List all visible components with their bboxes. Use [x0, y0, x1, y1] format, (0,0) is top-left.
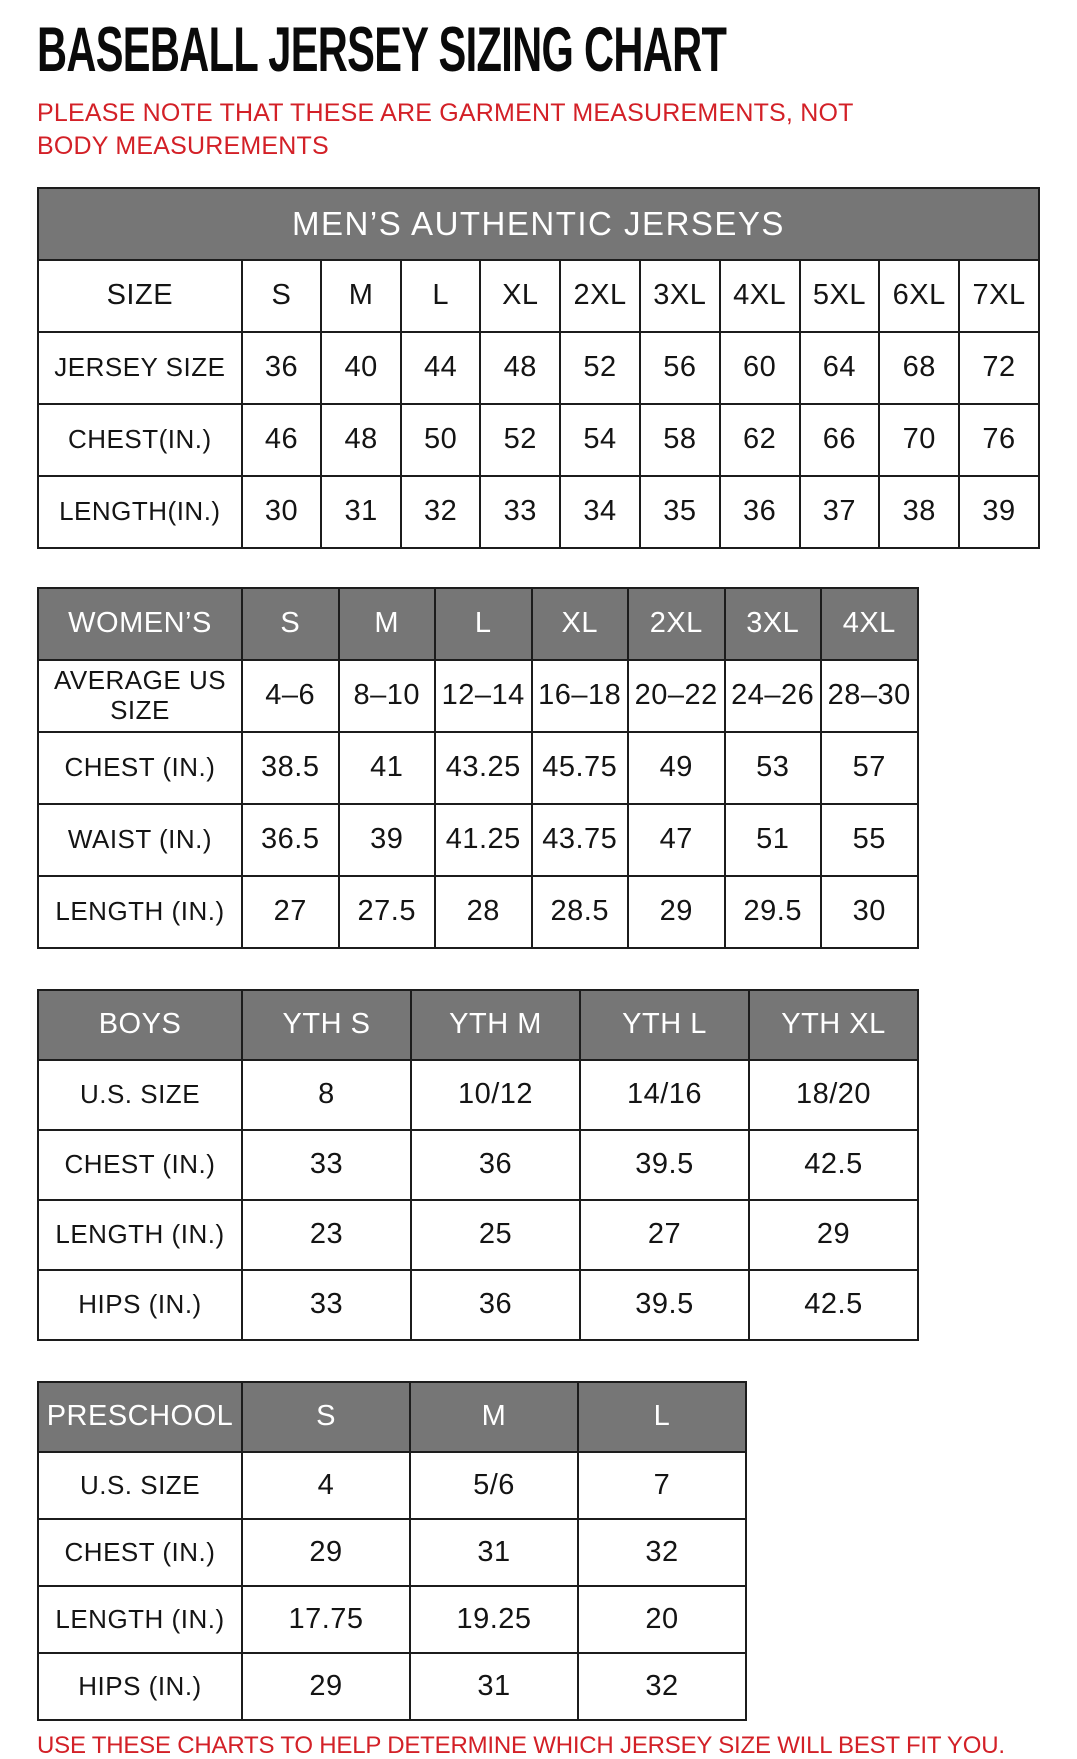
preschool-header-m: M — [410, 1382, 578, 1452]
mens-header-l: L — [401, 260, 481, 332]
value-cell: 36 — [411, 1270, 580, 1340]
value-cell: 41.25 — [435, 804, 532, 876]
mens-header-s: S — [242, 260, 322, 332]
mens-header-6xl: 6XL — [879, 260, 959, 332]
page-title: BASEBALL JERSEY SIZING CHART — [37, 15, 727, 85]
womens-table-section — [37, 587, 1040, 949]
value-cell: 70 — [879, 404, 959, 476]
value-cell: 54 — [560, 404, 640, 476]
value-cell: 47 — [628, 804, 725, 876]
value-cell: 31 — [410, 1519, 578, 1586]
value-cell: 41 — [339, 732, 436, 804]
preschool-header-row — [38, 1382, 746, 1452]
value-cell: 20–22 — [628, 660, 725, 732]
row-label: CHEST (IN.) — [38, 1130, 242, 1200]
value-cell: 28.5 — [532, 876, 629, 948]
value-cell: 12–14 — [435, 660, 532, 732]
value-cell: 36 — [411, 1130, 580, 1200]
value-cell: 39.5 — [580, 1130, 749, 1200]
value-cell: 60 — [720, 332, 800, 404]
value-cell: 28–30 — [821, 660, 918, 732]
value-cell: 37 — [800, 476, 880, 548]
value-cell: 23 — [242, 1200, 411, 1270]
row-label: LENGTH (IN.) — [38, 1200, 242, 1270]
value-cell: 58 — [640, 404, 720, 476]
value-cell: 44 — [401, 332, 481, 404]
boys-header-row — [38, 990, 918, 1060]
value-cell: 34 — [560, 476, 640, 548]
preschool-row-u-s-size — [38, 1452, 746, 1519]
mens-banner: MEN’S AUTHENTIC JERSEYS — [38, 188, 1039, 260]
womens-header-xl: XL — [532, 588, 629, 660]
mens-row-length-in — [38, 476, 1039, 548]
garment-measurements-note: PLEASE NOTE THAT THESE ARE GARMENT MEASUREMENTS, NOT BODY MEASUREMENTS — [37, 98, 854, 160]
womens-header-l: L — [435, 588, 532, 660]
womens-header-3xl: 3XL — [725, 588, 822, 660]
preschool-row-chest-in — [38, 1519, 746, 1586]
preschool-header-s: S — [242, 1382, 410, 1452]
value-cell: 33 — [242, 1130, 411, 1200]
value-cell: 48 — [480, 332, 560, 404]
value-cell: 33 — [480, 476, 560, 548]
value-cell: 35 — [640, 476, 720, 548]
value-cell: 36 — [242, 332, 322, 404]
value-cell: 27 — [580, 1200, 749, 1270]
row-label: U.S. SIZE — [38, 1452, 242, 1519]
value-cell: 17.75 — [242, 1586, 410, 1653]
womens-header-4xl: 4XL — [821, 588, 918, 660]
value-cell: 7 — [578, 1452, 746, 1519]
womens-header-title: WOMEN’S — [38, 588, 242, 660]
boys-header-yth-xl: YTH XL — [749, 990, 918, 1060]
womens-header-m: M — [339, 588, 436, 660]
value-cell: 29 — [628, 876, 725, 948]
womens-header-row — [38, 588, 918, 660]
value-cell: 31 — [321, 476, 401, 548]
row-label: CHEST(IN.) — [38, 404, 242, 476]
value-cell: 29 — [749, 1200, 918, 1270]
womens-header-2xl: 2XL — [628, 588, 725, 660]
row-label: LENGTH (IN.) — [38, 1586, 242, 1653]
value-cell: 49 — [628, 732, 725, 804]
womens-row-length-in — [38, 876, 918, 948]
value-cell: 32 — [578, 1653, 746, 1720]
boys-header-title: BOYS — [38, 990, 242, 1060]
mens-header-row — [38, 260, 1039, 332]
preschool-row-hips-in — [38, 1653, 746, 1720]
value-cell: 46 — [242, 404, 322, 476]
value-cell: 43.75 — [532, 804, 629, 876]
value-cell: 4 — [242, 1452, 410, 1519]
mens-header-xl: XL — [480, 260, 560, 332]
value-cell: 31 — [410, 1653, 578, 1720]
value-cell: 45.75 — [532, 732, 629, 804]
womens-row-chest-in — [38, 732, 918, 804]
mens-header-title: SIZE — [38, 260, 242, 332]
row-label: LENGTH (IN.) — [38, 876, 242, 948]
value-cell: 52 — [480, 404, 560, 476]
value-cell: 18/20 — [749, 1060, 918, 1130]
boys-header-yth-l: YTH L — [580, 990, 749, 1060]
value-cell: 55 — [821, 804, 918, 876]
value-cell: 64 — [800, 332, 880, 404]
row-label: LENGTH(IN.) — [38, 476, 242, 548]
value-cell: 32 — [578, 1519, 746, 1586]
value-cell: 30 — [242, 476, 322, 548]
boys-row-u-s-size — [38, 1060, 918, 1130]
mens-row-chest-in — [38, 404, 1039, 476]
value-cell: 5/6 — [410, 1452, 578, 1519]
value-cell: 36 — [720, 476, 800, 548]
value-cell: 28 — [435, 876, 532, 948]
value-cell: 32 — [401, 476, 481, 548]
value-cell: 8–10 — [339, 660, 436, 732]
mens-header-5xl: 5XL — [800, 260, 880, 332]
row-label: JERSEY SIZE — [38, 332, 242, 404]
value-cell: 33 — [242, 1270, 411, 1340]
value-cell: 39 — [339, 804, 436, 876]
value-cell: 29.5 — [725, 876, 822, 948]
mens-header-3xl: 3XL — [640, 260, 720, 332]
value-cell: 72 — [959, 332, 1039, 404]
row-label: CHEST (IN.) — [38, 1519, 242, 1586]
value-cell: 39.5 — [580, 1270, 749, 1340]
value-cell: 43.25 — [435, 732, 532, 804]
value-cell: 66 — [800, 404, 880, 476]
value-cell: 25 — [411, 1200, 580, 1270]
value-cell: 56 — [640, 332, 720, 404]
value-cell: 57 — [821, 732, 918, 804]
womens-header-s: S — [242, 588, 339, 660]
row-label: CHEST (IN.) — [38, 732, 242, 804]
boys-header-yth-s: YTH S — [242, 990, 411, 1060]
row-label: HIPS (IN.) — [38, 1653, 242, 1720]
row-label: HIPS (IN.) — [38, 1270, 242, 1340]
mens-header-2xl: 2XL — [560, 260, 640, 332]
preschool-table-section — [37, 1381, 1040, 1721]
womens-row-average-us-size — [38, 660, 918, 732]
mens-header-4xl: 4XL — [720, 260, 800, 332]
value-cell: 38.5 — [242, 732, 339, 804]
value-cell: 10/12 — [411, 1060, 580, 1130]
row-label: AVERAGE US SIZE — [38, 660, 242, 732]
mens-header-m: M — [321, 260, 401, 332]
row-label: U.S. SIZE — [38, 1060, 242, 1130]
value-cell: 16–18 — [532, 660, 629, 732]
mens-row-jersey-size — [38, 332, 1039, 404]
value-cell: 39 — [959, 476, 1039, 548]
value-cell: 68 — [879, 332, 959, 404]
mens-header-7xl: 7XL — [959, 260, 1039, 332]
mens-table-section — [37, 187, 1040, 549]
value-cell: 30 — [821, 876, 918, 948]
footer-note: USE THESE CHARTS TO HELP DETERMINE WHICH JERSEY SIZE WILL BEST FIT YOU. — [37, 1731, 1005, 1759]
value-cell: 29 — [242, 1519, 410, 1586]
value-cell: 36.5 — [242, 804, 339, 876]
value-cell: 38 — [879, 476, 959, 548]
preschool-header-title: PRESCHOOL — [38, 1382, 242, 1452]
womens-row-waist-in — [38, 804, 918, 876]
value-cell: 40 — [321, 332, 401, 404]
value-cell: 42.5 — [749, 1270, 918, 1340]
boys-row-length-in — [38, 1200, 918, 1270]
value-cell: 8 — [242, 1060, 411, 1130]
row-label: WAIST (IN.) — [38, 804, 242, 876]
preschool-row-length-in — [38, 1586, 746, 1653]
value-cell: 51 — [725, 804, 822, 876]
womens-sizing-table — [37, 587, 919, 949]
value-cell: 76 — [959, 404, 1039, 476]
value-cell: 20 — [578, 1586, 746, 1653]
value-cell: 27 — [242, 876, 339, 948]
value-cell: 48 — [321, 404, 401, 476]
boys-row-chest-in — [38, 1130, 918, 1200]
mens-sizing-table — [37, 187, 1040, 549]
boys-header-yth-m: YTH M — [411, 990, 580, 1060]
preschool-sizing-table — [37, 1381, 747, 1721]
value-cell: 27.5 — [339, 876, 436, 948]
value-cell: 50 — [401, 404, 481, 476]
value-cell: 62 — [720, 404, 800, 476]
value-cell: 4–6 — [242, 660, 339, 732]
value-cell: 53 — [725, 732, 822, 804]
value-cell: 19.25 — [410, 1586, 578, 1653]
boys-table-section — [37, 989, 1040, 1341]
preschool-header-l: L — [578, 1382, 746, 1452]
value-cell: 14/16 — [580, 1060, 749, 1130]
boys-sizing-table — [37, 989, 919, 1341]
value-cell: 24–26 — [725, 660, 822, 732]
value-cell: 42.5 — [749, 1130, 918, 1200]
boys-row-hips-in — [38, 1270, 918, 1340]
value-cell: 29 — [242, 1653, 410, 1720]
value-cell: 52 — [560, 332, 640, 404]
